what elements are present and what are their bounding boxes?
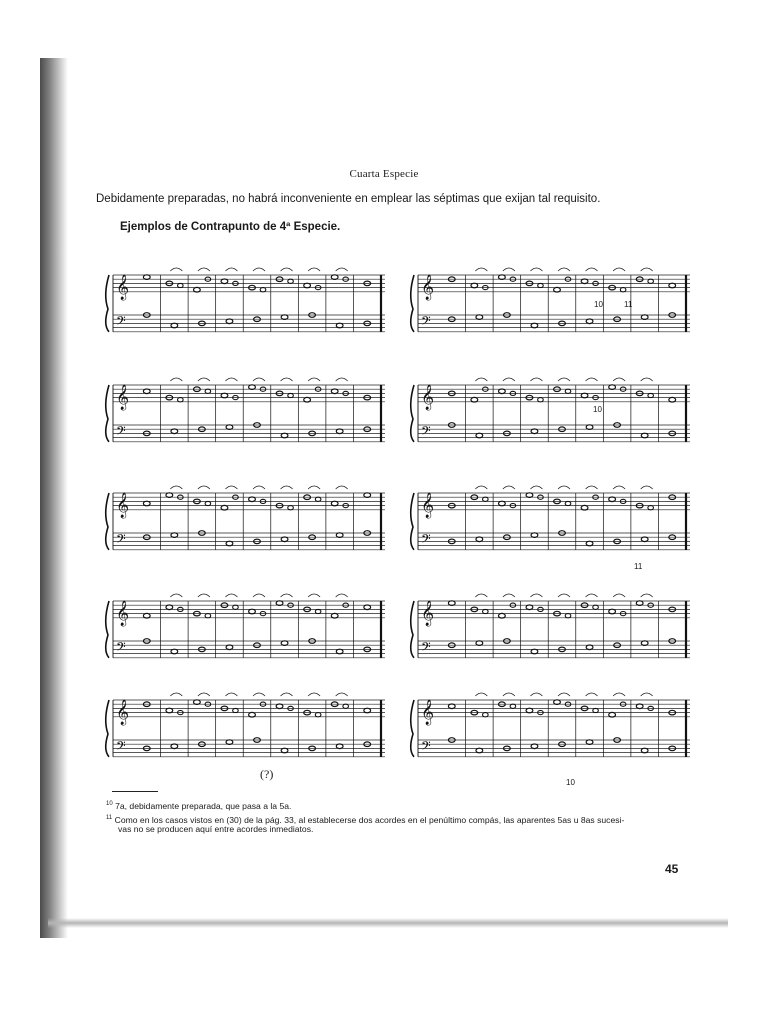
music-example-9 (105, 690, 389, 786)
tie-arc (586, 693, 598, 696)
whole-note (364, 493, 371, 498)
tie-arc (308, 693, 320, 696)
system-brace (106, 493, 109, 550)
system-brace (106, 385, 109, 442)
bass-clef-icon: 𝄢 (421, 313, 431, 332)
tie-arc (198, 378, 210, 381)
whole-note (498, 389, 505, 394)
music-example-2 (410, 265, 694, 361)
whole-note (586, 319, 593, 324)
tie-arc (503, 268, 515, 271)
treble-clef-icon: 𝄞 (116, 492, 130, 518)
tie-arc (586, 486, 598, 489)
whole-note (249, 497, 256, 502)
half-note (565, 501, 571, 505)
system-brace (106, 601, 109, 658)
footnote-marker: 11 (106, 815, 113, 821)
bass-clef-icon: 𝄢 (421, 639, 431, 658)
half-note (205, 501, 211, 505)
system-brace (411, 385, 414, 442)
whole-note (249, 385, 256, 390)
tie-arc (641, 693, 653, 696)
whole-note (331, 501, 338, 506)
music-example-10 (410, 690, 694, 786)
whole-note (276, 601, 283, 606)
whole-note (641, 748, 648, 753)
page-binding-shadow (40, 58, 68, 938)
half-note (233, 605, 239, 609)
music-example-8 (410, 591, 694, 687)
whole-note (636, 601, 643, 606)
tie-arc (558, 594, 570, 597)
tie-arc (253, 693, 265, 696)
footnote-rule (112, 791, 158, 792)
whole-note (586, 425, 593, 430)
whole-note (476, 748, 483, 753)
grand-staff (410, 265, 694, 361)
half-note (315, 609, 321, 613)
bass-clef-icon: 𝄢 (116, 313, 126, 332)
tie-arc (308, 268, 320, 271)
grand-staff (105, 591, 389, 687)
tie-arc (530, 378, 542, 381)
footnote-text: vas no se producen aquí entre acordes inmediatos. (118, 824, 314, 834)
bass-clef-icon: 𝄢 (116, 423, 126, 442)
whole-note (221, 279, 228, 284)
whole-note (336, 649, 343, 654)
tie-arc (586, 594, 598, 597)
tie-arc (336, 594, 348, 597)
tie-arc (336, 693, 348, 696)
whole-note (476, 433, 483, 438)
whole-note (304, 397, 311, 402)
tie-arc (586, 268, 598, 271)
system-brace (411, 275, 414, 332)
whole-note (249, 712, 256, 717)
tie-arc (170, 486, 182, 489)
tie-arc (336, 268, 348, 271)
system-brace (106, 275, 109, 332)
grand-staff (410, 483, 694, 579)
measure-annotation: 10 (593, 405, 602, 414)
tie-arc (641, 594, 653, 597)
bass-clef-icon: 𝄢 (421, 738, 431, 757)
tie-arc (503, 693, 515, 696)
whole-note (281, 748, 288, 753)
whole-note (166, 708, 173, 713)
section-title: Cuarta Especie (349, 168, 419, 180)
treble-clef-icon: 𝄞 (421, 699, 435, 725)
whole-note (531, 323, 538, 328)
footnote-text: 7a, debidamente preparada, que pasa a la 5a. (115, 800, 292, 811)
whole-note (171, 429, 178, 434)
half-note (288, 279, 294, 283)
half-note (483, 609, 489, 613)
half-note (288, 506, 294, 510)
tie-arc (613, 268, 625, 271)
tie-arc (613, 594, 625, 597)
tie-arc (198, 594, 210, 597)
whole-note (336, 323, 343, 328)
half-note (178, 398, 184, 402)
music-example-6 (410, 483, 694, 579)
treble-clef-icon: 𝄞 (116, 600, 130, 626)
grand-staff (410, 690, 694, 786)
whole-note (171, 649, 178, 654)
half-note (288, 393, 294, 397)
whole-note (526, 708, 533, 713)
whole-note (226, 645, 233, 650)
whole-note (143, 613, 150, 618)
grand-staff (105, 690, 389, 786)
question-annotation: (?) (260, 767, 274, 781)
tie-arc (530, 693, 542, 696)
whole-note (281, 641, 288, 646)
half-note (510, 704, 516, 708)
tie-arc (170, 268, 182, 271)
whole-note (171, 323, 178, 328)
half-note (648, 279, 654, 283)
tie-arc (198, 486, 210, 489)
whole-note (476, 537, 483, 542)
grand-staff (105, 375, 389, 471)
tie-arc (253, 378, 265, 381)
whole-note (476, 641, 483, 646)
whole-note (609, 712, 616, 717)
grand-staff (410, 375, 694, 471)
whole-note (531, 744, 538, 749)
tie-arc (198, 268, 210, 271)
whole-note (276, 704, 283, 709)
tie-arc (503, 486, 515, 489)
half-note (593, 708, 599, 712)
tie-arc (641, 268, 653, 271)
whole-note (498, 501, 505, 506)
treble-clef-icon: 𝄞 (421, 492, 435, 518)
whole-note (221, 393, 228, 398)
whole-note (448, 601, 455, 606)
whole-note (641, 315, 648, 320)
whole-note (526, 493, 533, 498)
whole-note (171, 533, 178, 538)
tie-arc (170, 378, 182, 381)
tie-arc (308, 594, 320, 597)
grand-staff (410, 591, 694, 687)
tie-arc (613, 486, 625, 489)
tie-arc (281, 594, 293, 597)
half-note (315, 713, 321, 717)
whole-note (331, 613, 338, 618)
bass-clef-icon: 𝄢 (421, 423, 431, 442)
tie-arc (336, 378, 348, 381)
tie-arc (281, 268, 293, 271)
whole-note (554, 287, 561, 292)
bass-clef-icon: 𝄢 (116, 639, 126, 658)
tie-arc (558, 268, 570, 271)
whole-note (143, 389, 150, 394)
treble-clef-icon: 𝄞 (421, 384, 435, 410)
tie-arc (475, 378, 487, 381)
half-note (565, 614, 571, 618)
whole-note (471, 397, 478, 402)
music-example-3 (105, 375, 389, 471)
music-example-1 (105, 265, 389, 361)
examples-heading: Ejemplos de Contrapunto de 4ª Especie. (120, 221, 341, 233)
whole-note (586, 541, 593, 546)
whole-note (364, 708, 371, 713)
whole-note (609, 497, 616, 502)
tie-arc (558, 378, 570, 381)
tie-arc (558, 693, 570, 696)
half-note (538, 283, 544, 287)
whole-note (331, 389, 338, 394)
half-note (648, 393, 654, 397)
tie-arc (475, 693, 487, 696)
treble-clef-icon: 𝄞 (116, 699, 130, 725)
whole-note (448, 704, 455, 709)
music-example-5 (105, 483, 389, 579)
half-note (538, 398, 544, 402)
whole-note (364, 605, 371, 610)
tie-arc (641, 486, 653, 489)
half-note (178, 283, 184, 287)
whole-note (581, 393, 588, 398)
tie-arc (281, 486, 293, 489)
tie-arc (281, 693, 293, 696)
tie-arc (530, 486, 542, 489)
whole-note (669, 397, 676, 402)
measure-annotation: 11 (624, 300, 633, 309)
half-note (648, 506, 654, 510)
whole-note (476, 315, 483, 320)
tie-arc (336, 486, 348, 489)
tie-arc (253, 268, 265, 271)
whole-note (166, 605, 173, 610)
tie-arc (558, 486, 570, 489)
half-note (483, 713, 489, 717)
footnote-10 (106, 799, 291, 812)
tie-arc (530, 594, 542, 597)
treble-clef-icon: 𝄞 (116, 384, 130, 410)
music-example-7 (105, 591, 389, 687)
tie-arc (503, 594, 515, 597)
whole-note (331, 275, 338, 280)
whole-note (281, 433, 288, 438)
whole-note (641, 537, 648, 542)
whole-note (609, 385, 616, 390)
tie-arc (475, 594, 487, 597)
whole-note (531, 649, 538, 654)
whole-note (498, 275, 505, 280)
footnote-marker: 10 (106, 801, 113, 807)
whole-note (281, 537, 288, 542)
whole-note (669, 283, 676, 288)
whole-note (471, 283, 478, 288)
whole-note (531, 429, 538, 434)
whole-note (586, 645, 593, 650)
whole-note (166, 493, 173, 498)
whole-note (336, 744, 343, 749)
tie-arc (613, 693, 625, 696)
system-brace (411, 700, 414, 757)
whole-note (586, 740, 593, 745)
whole-note (641, 641, 648, 646)
whole-note (193, 287, 200, 292)
whole-note (581, 279, 588, 284)
tie-arc (308, 378, 320, 381)
bass-clef-icon: 𝄢 (116, 531, 126, 550)
half-note (260, 288, 266, 292)
whole-note (581, 505, 588, 510)
footnote-11-continuation (118, 824, 313, 835)
whole-note (641, 433, 648, 438)
half-note (205, 389, 211, 393)
half-note (620, 288, 626, 292)
measure-annotation: 10 (594, 300, 603, 309)
half-note (343, 704, 349, 708)
tie-arc (641, 378, 653, 381)
whole-note (226, 425, 233, 430)
tie-arc (170, 693, 182, 696)
whole-note (226, 541, 233, 546)
tie-arc (253, 594, 265, 597)
intro-text: Debidamente preparadas, no habrá inconveniente en emplear las séptimas que exijan tal requisito. (96, 193, 601, 205)
page-number: 45 (665, 862, 679, 876)
tie-arc (253, 486, 265, 489)
tie-arc (170, 594, 182, 597)
whole-note (221, 505, 228, 510)
whole-note (609, 609, 616, 614)
half-note (233, 708, 239, 712)
tie-arc (475, 486, 487, 489)
whole-note (281, 315, 288, 320)
whole-note (636, 704, 643, 709)
whole-note (143, 275, 150, 280)
half-note (565, 389, 571, 393)
treble-clef-icon: 𝄞 (116, 274, 130, 300)
whole-note (531, 533, 538, 538)
whole-note (226, 740, 233, 745)
bass-clef-icon: 𝄢 (116, 738, 126, 757)
whole-note (249, 609, 256, 614)
half-note (205, 614, 211, 618)
treble-clef-icon: 𝄞 (421, 274, 435, 300)
tie-arc (281, 378, 293, 381)
tie-arc (225, 378, 237, 381)
whole-note (336, 533, 343, 538)
tie-arc (613, 378, 625, 381)
treble-clef-icon: 𝄞 (421, 600, 435, 626)
tie-arc (503, 378, 515, 381)
half-note (483, 497, 489, 501)
tie-arc (225, 486, 237, 489)
half-note (593, 605, 599, 609)
whole-note (304, 283, 311, 288)
whole-note (526, 605, 533, 610)
whole-note (193, 700, 200, 705)
whole-note (143, 501, 150, 506)
whole-note (498, 613, 505, 618)
measure-annotation: 10 (566, 778, 575, 787)
system-brace (106, 700, 109, 757)
system-brace (411, 493, 414, 550)
page-bottom-shadow (48, 918, 728, 928)
tie-arc (225, 693, 237, 696)
tie-arc (475, 268, 487, 271)
grand-staff (105, 265, 389, 361)
whole-note (171, 744, 178, 749)
tie-arc (586, 378, 598, 381)
footnote-text: Como en los casos vistos en (30) de la pág. 33, al establecerse dos acordes en el penúltimo compás, las aparentes 5as u 8as sucesi- (114, 814, 625, 825)
tie-arc (530, 268, 542, 271)
whole-note (554, 700, 561, 705)
music-example-4 (410, 375, 694, 471)
system-brace (411, 601, 414, 658)
measure-annotation: 11 (634, 562, 643, 571)
tie-arc (198, 693, 210, 696)
tie-arc (225, 594, 237, 597)
tie-arc (308, 486, 320, 489)
whole-note (336, 429, 343, 434)
tie-arc (225, 268, 237, 271)
grand-staff (105, 483, 389, 579)
whole-note (226, 319, 233, 324)
half-note (315, 497, 321, 501)
bass-clef-icon: 𝄢 (421, 531, 431, 550)
